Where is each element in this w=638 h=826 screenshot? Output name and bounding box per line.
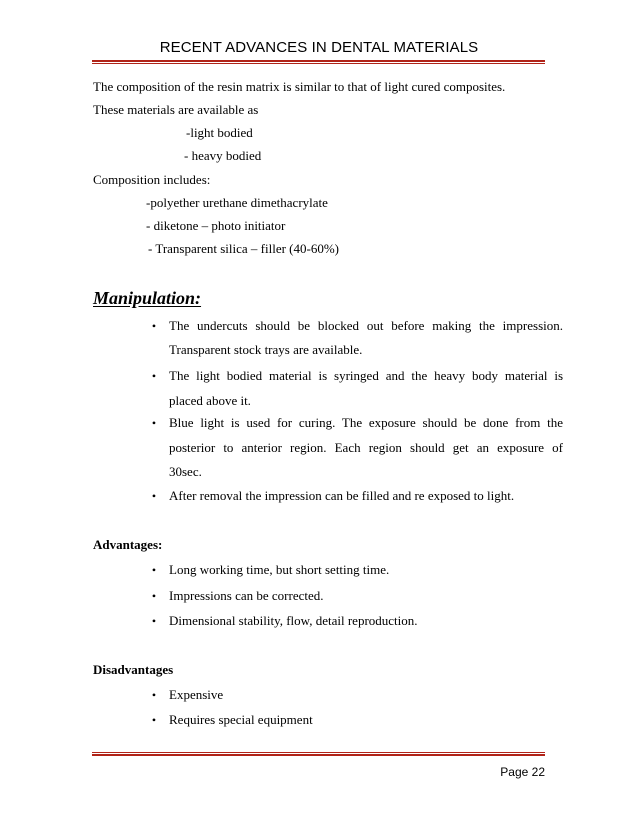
page-number: Page 22 xyxy=(500,765,545,779)
disadvantages-item-2: Requires special equipment xyxy=(169,712,313,727)
bullet-icon: • xyxy=(151,563,157,577)
intro-line-available: These materials are available as xyxy=(93,102,259,117)
manipulation-item-2-line-2: placed above it. xyxy=(169,393,251,408)
bullet-icon: • xyxy=(151,489,157,503)
disadvantages-heading: Disadvantages xyxy=(93,662,174,677)
manipulation-item-1-line-2: Transparent stock trays are available. xyxy=(169,342,363,357)
footer-rule xyxy=(92,752,545,756)
header-rule-thick xyxy=(92,60,545,62)
bullet-icon: • xyxy=(151,713,157,727)
bullet-icon: • xyxy=(151,319,157,333)
available-item-heavy: - heavy bodied xyxy=(184,148,262,163)
advantages-item-1: Long working time, but short setting time. xyxy=(169,562,390,577)
advantages-item-2: Impressions can be corrected. xyxy=(169,588,324,603)
intro-line-composition: The composition of the resin matrix is similar to that of light cured composites. xyxy=(93,79,506,94)
advantages-heading: Advantages: xyxy=(93,537,163,552)
bullet-icon: • xyxy=(151,369,157,383)
header-title: RECENT ADVANCES IN DENTAL MATERIALS xyxy=(159,39,479,56)
bullet-icon: • xyxy=(151,416,157,430)
bullet-icon: • xyxy=(151,589,157,603)
composition-label: Composition includes: xyxy=(93,172,211,187)
advantages-item-3: Dimensional stability, flow, detail reproduction. xyxy=(169,613,418,628)
bullet-icon: • xyxy=(151,614,157,628)
footer-rule-thin xyxy=(92,752,545,753)
disadvantages-item-1: Expensive xyxy=(169,687,224,702)
available-item-light: -light bodied xyxy=(186,125,253,140)
composition-item-2: - diketone – photo initiator xyxy=(146,218,286,233)
header-rule-thin xyxy=(92,63,545,64)
header-rule xyxy=(92,60,545,64)
manipulation-item-4-line-1: After removal the impression can be filled and re exposed to light. xyxy=(169,488,515,503)
footer-rule-thick xyxy=(92,754,545,756)
manipulation-item-3-line-2: posterior to anterior region. Each region should get an exposure of xyxy=(169,440,563,455)
manipulation-item-3-line-3: 30sec. xyxy=(169,464,202,479)
composition-item-1: -polyether urethane dimethacrylate xyxy=(146,195,328,210)
manipulation-item-2-line-1: The light bodied material is syringed and the heavy body material is xyxy=(169,368,563,383)
bullet-icon: • xyxy=(151,688,157,702)
composition-item-3: - Transparent silica – filler (40-60%) xyxy=(148,241,339,256)
manipulation-item-1-line-1: The undercuts should be blocked out before making the impression. xyxy=(169,318,563,333)
manipulation-item-3-line-1: Blue light is used for curing. The exposure should be done from the xyxy=(169,415,563,430)
manipulation-heading: Manipulation: xyxy=(93,288,202,308)
